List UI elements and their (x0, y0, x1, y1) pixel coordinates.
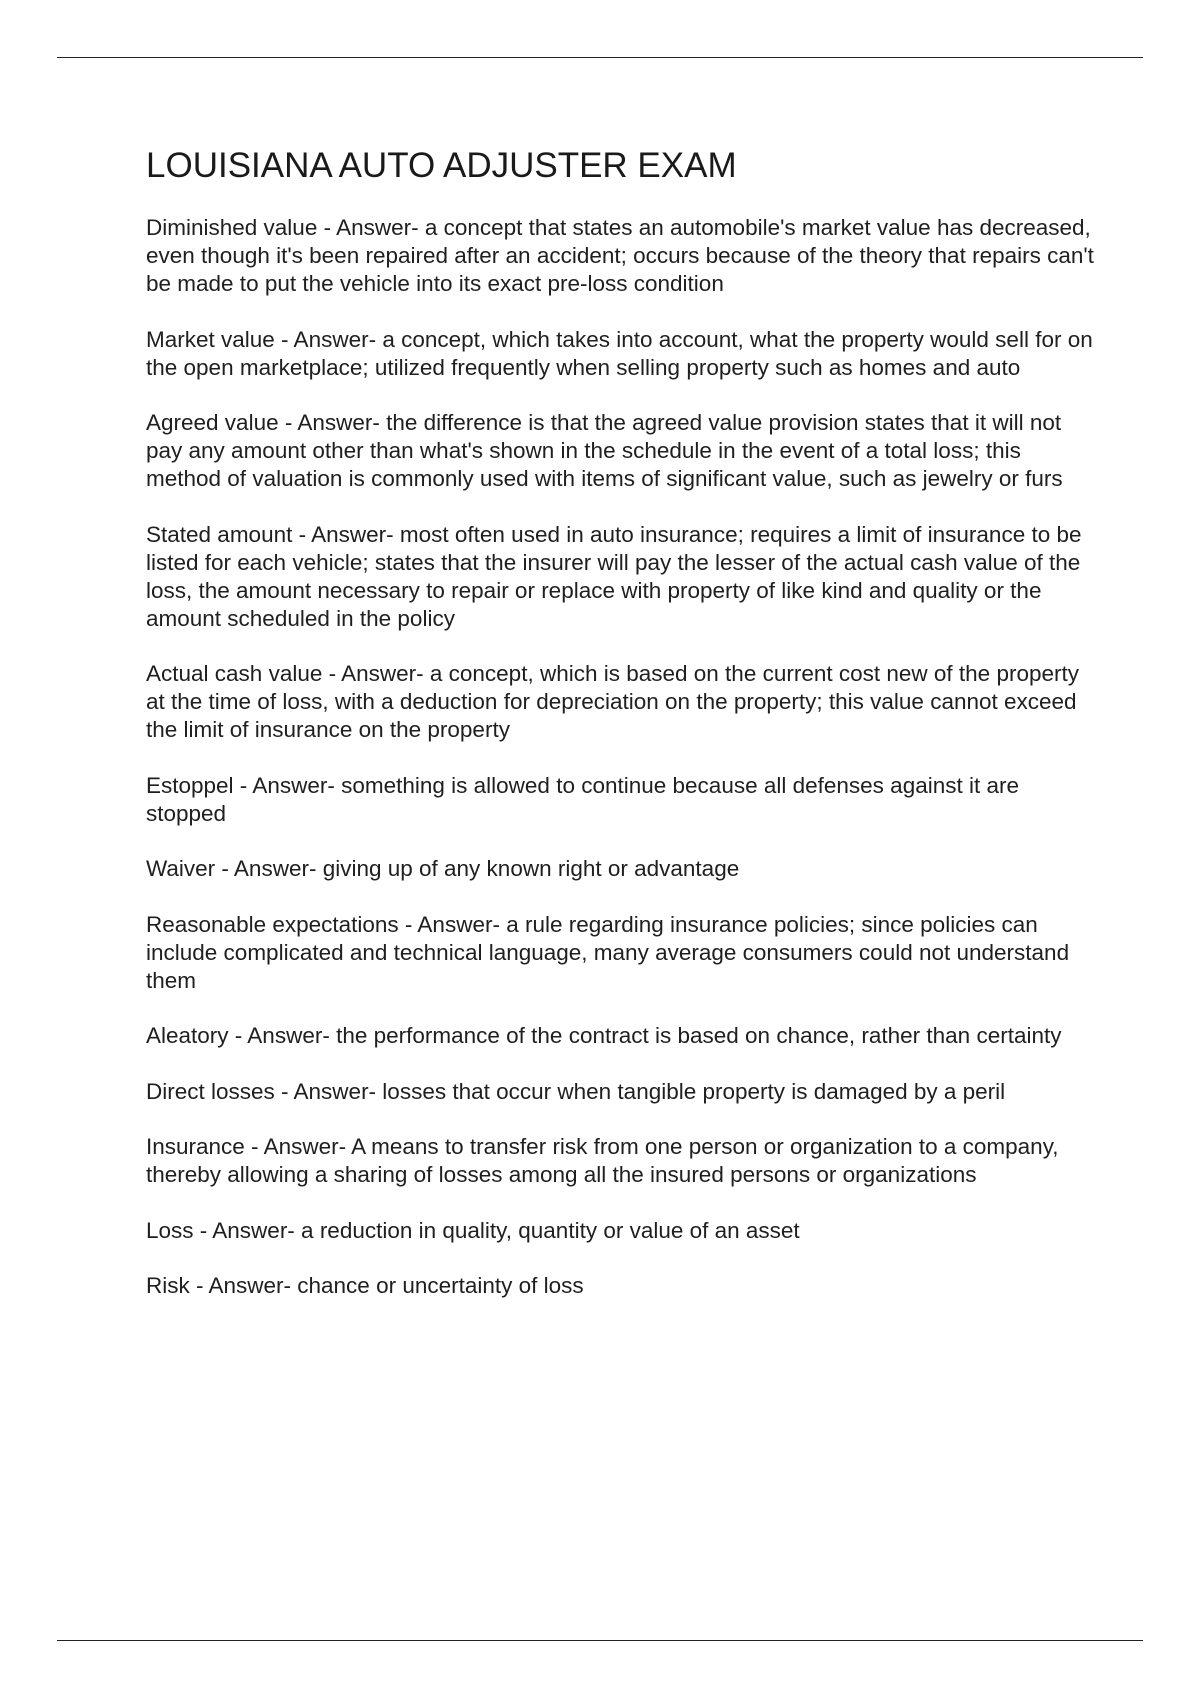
entry-aleatory: Aleatory - Answer- the performance of the contract is based on chance, rather than certainty (146, 1023, 1062, 1048)
entry-agreed-value: Agreed value - Answer- the difference is that the agreed value provision states that it will not pay any amount other than what's shown in the schedule in the event of a total loss; this method of valuation is commonly used with items of significant value, such as jewelry or furs (146, 410, 1063, 491)
footer-divider (57, 1640, 1143, 1641)
document-title: LOUISIANA AUTO ADJUSTER EXAM (146, 146, 737, 185)
document-body (146, 140, 1096, 1328)
entry-reasonable-expectations: Reasonable expectations - Answer- a rule regarding insurance policies; since policies can include complicated and technical language, many average consumers could not understand them (146, 911, 1070, 993)
entry-market-value: Market value - Answer- a concept, which takes into account, what the property would sell for on the open marketplace; utilized frequently when selling property such as homes and auto (146, 326, 1093, 380)
entry-actual-cash-value: Actual cash value - Answer- a concept, which is based on the current cost new of the property at the time of loss, with a deduction for depreciation on the property; this value cannot exceed the limit of insurance on the property (146, 661, 1079, 742)
entry-loss: Loss - Answer- a reduction in quality, quantity or value of an asset (146, 1217, 800, 1243)
entry-estoppel: Estoppel - Answer- something is allowed to continue because all defenses against it are stopped (146, 772, 1020, 826)
entry-diminished-value: Diminished value - Answer- a concept that states an automobile's market value has decreased, even though it's been repaired after an accident; occurs because of the theory that repairs can't be made to put the vehicle into its exact pre-loss condition (146, 215, 1094, 296)
entry-stated-amount: Stated amount - Answer- most often used in auto insurance; requires a limit of insurance to be listed for each vehicle; states that the insurer will pay the lesser of the actual cash value of the loss, the amount necessary to repair or replace with property of like kind and quality or the amount scheduled in the policy (146, 521, 1082, 631)
entry-direct-losses: Direct losses - Answer- losses that occur when tangible property is damaged by a peril (146, 1078, 1006, 1104)
header-divider (57, 57, 1143, 58)
entry-waiver: Waiver - Answer- giving up of any known right or advantage (146, 856, 740, 881)
entry-insurance: Insurance - Answer- A means to transfer risk from one person or organization to a company, thereby allowing a sharing of losses among all the insured persons or organizations (146, 1134, 1059, 1187)
entry-risk: Risk - Answer- chance or uncertainty of loss (146, 1273, 584, 1298)
